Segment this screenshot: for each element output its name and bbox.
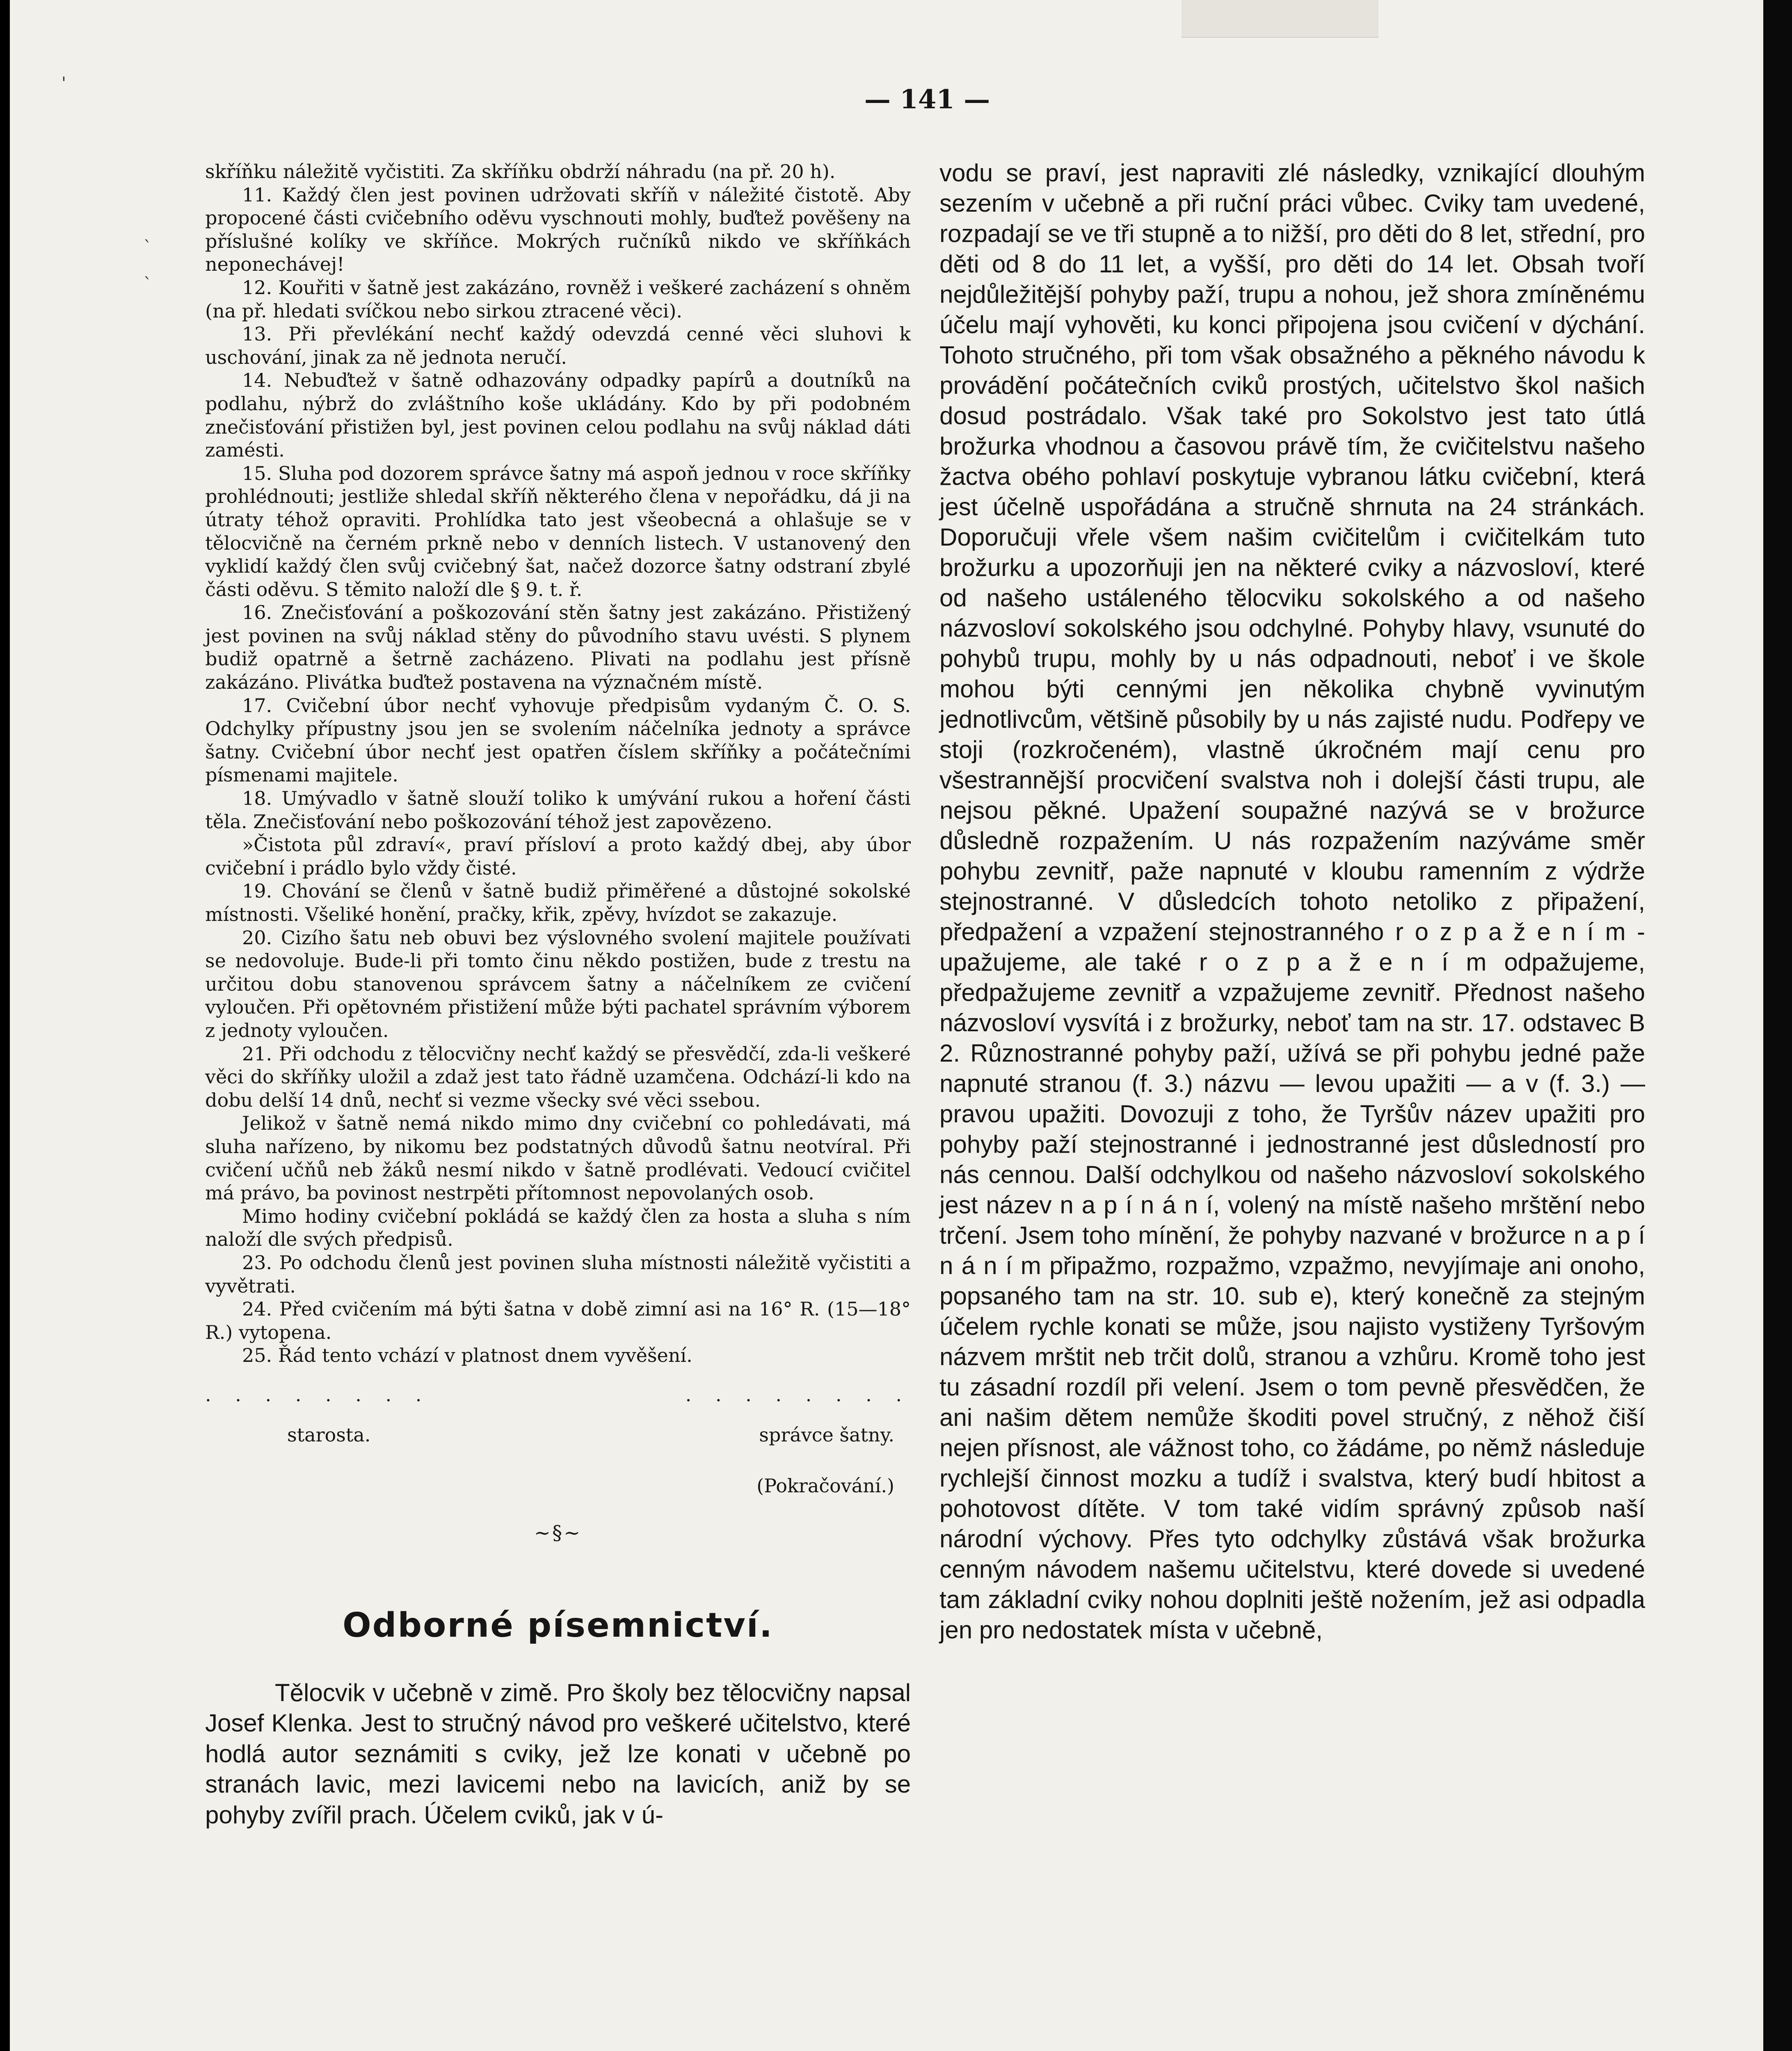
rule-paragraph: 12. Kouřiti v šatně jest zakázáno, rovněž i veškeré zacházení s ohněm (na př. hledati svíčkou nebo sirkou ztracené věci).	[205, 276, 911, 322]
rule-paragraph: 17. Cvičební úbor nechť vyhovuje předpisům vydaným Č. O. S. Odchylky přípustny jsou jen se svolením náčelníka jednoty a správce šatny. Cvičební úbor nechť jest opatřen číslem skříňky a počátečními písmenami majitele.	[205, 694, 911, 786]
article-paragraph: Tělocvik v učebně v zimě. Pro školy bez tělocvičny napsal Josef Klenka. Jest to stručný návod pro veškeré učitelstvo, které hodlá autor seznámiti s cviky, jež lze konati v učebně po stranách lavic, mezi lavicemi nebo na lavicích, aniž by se pohyby zvířil prach. Účelem cviků, jak v ú-	[205, 1679, 911, 1829]
signature-dots	[205, 1384, 911, 1406]
rule-paragraph: »Čistota půl zdraví«, praví přísloví a proto každý dbej, aby úbor cvičební i prádlo bylo vždy čisté.	[205, 834, 911, 879]
rule-paragraph: 18. Umývadlo v šatně slouží toliko k umývání rukou a hoření části těla. Znečisťování nebo poškozování téhož jest zapovězeno.	[205, 787, 911, 833]
rule-paragraph: 15. Sluha pod dozorem správce šatny má aspoň jednou v roce skříňky prohlédnouti; jestliže shledal skříň některého člena v nepořádku, dá ji na útraty téhož opraviti. Prohlídka tato jest všeobecná a ohlašuje se v tělocvičně na černém prkně nebo v denních listech. V ustanovený den vyklidí každý člen svůj cvičebný šat, načež dozorce šatny odstraní zbylé části oděvu. S těmito naloží dle § 9. t. ř.	[205, 462, 911, 601]
signature-row	[205, 1424, 911, 1446]
left-column	[205, 160, 911, 1830]
rule-paragraph: skříňku náležitě vyčistiti. Za skříňku obdrží náhradu (na př. 20 h).	[205, 160, 836, 183]
dots-left: . . . . . . . .	[205, 1383, 431, 1406]
rule-paragraph: 21. Při odchodu z tělocvičny nechť každý se přesvědčí, zda-li veškeré věci do skříňky uložil a zdaž jest tato řádně uzamčena. Odchází-li kdo na dobu delší 14 dnů, nechť si vezme všecky své věci ssebou.	[205, 1042, 911, 1111]
rule-paragraph: 16. Znečisťování a poškozování stěn šatny jest zakázáno. Přistižený jest povinen na svůj náklad stěny do původního stavu uvésti. S plynem budiž opatrně a šetrně zacházeno. Plivati na podlahu jest přísně zakázáno. Plivátka buďtež postavena na význačném místě.	[205, 601, 911, 694]
rule-paragraph: 19. Chování se členů v šatně budiž přiměřené a důstojné sokolské místnosti. Všeliké honění, pračky, křik, zpěvy, hvízdot se zakazuje.	[205, 880, 911, 925]
rule-paragraph: 11. Každý člen jest povinen udržovati skříň v náležité čistotě. Aby propocené části cvičebního oděvu vyschnouti mohly, buďtež pověšeny na příslušné kolíky ve skříňce. Mokrých ručníků nikdo ve skříňkách neponechávej!	[205, 183, 911, 276]
page-number: — 141 —	[864, 84, 990, 115]
paper-stain	[1182, 0, 1378, 38]
right-column	[939, 158, 1645, 1645]
rule-paragraph: 14. Nebuďtež v šatně odhazovány odpadky papírů a doutníků na podlahu, nýbrž do zvláštního koše ukládány. Kdo by při podobném znečisťování přistižen byl, jest povinen celou podlahu na svůj náklad dáti zamésti.	[205, 369, 911, 461]
scan-edge	[1763, 0, 1792, 2051]
signature-wardrobe-manager: správce šatny.	[759, 1423, 894, 1446]
section-title: Odborné písemnictví.	[342, 1606, 774, 1645]
article-continuation: vodu se praví, jest napraviti zlé následky, vznikající dlouhým sezením v učebně a při ruční práci vůbec. Cviky tam uvedené, rozpadají se ve tři stupně a to nižší, pro děti do 8 let, střední, pro děti od 8 do 11 let, a vyšší, pro děti do 14 let. Obsah tvoří nejdůležitější pohyby paží, trupu a nohou, jež shora zmíněnému účelu mají vyhověti, ku konci připojena jsou cvičení v dýchání. Tohoto stručného, při tom však obsažného a pěkného návodu k provádění počátečních cviků prostých, učitelstvo škol našich dosud postrádalo. Však také pro Sokolstvo jest tato útlá brožurka vhodnou a časovou právě tím, že cvičitelstvu našeho žactva obého pohlaví poskytuje vybranou látku cvičební, která jest účelně uspořádána a stručně shrnuta na 24 stránkách. Doporučuji vřele všem našim cvičitelům i cvičitelkám tuto brožurku a upozorňuji jen na některé cviky a názvosloví, které od našeho ustáleného tělocviku sokolského a od našeho názvosloví sokolského jsou odchylné. Pohyby hlavy, vsunuté do pohybů trupu, mohly by u nás odpadnouti, neboť i ve škole mohou býti cennými jen několika chybně vyvinutým jednotlivcům, většině působily by u nás zajisté nudu. Podřepy ve stoji (rozkročeném), vlastně úkročném mají cenu pro všestrannější procvičení svalstva noh i dolejší části trupu, ale nejsou pěkné. Upažení soupažné nazývá se v brožurce důsledně rozpažením. U nás rozpažením nazýváme směr pohybu zevnitř, paže napnuté v kloubu ramenním z výdrže stejnostranné. V důsledcích tohoto netoliko z připažení, předpažení a vzpažení stejnostranného r o z p a ž e n í m - upažujeme, ale také r o z p a ž e n í m odpažujeme, předpažujeme zevnitř a vzpažujeme zevnitř. Přednost našeho názvosloví vysvítá i z brožurky, neboť tam na str. 17. odstavec B 2. Různostranné pohyby paží, užívá se při pohybu jedné paže napnuté stranou (f. 3.) názvu — levou upažiti — a v (f. 3.) — pravou upažiti. Dovozuji z toho, že Tyršův název upažiti pro pohyby paží stejnostranné i jednostranné jest důsledností pro nás cennou. Další odchylkou od našeho názvosloví sokolského jest název n a p í n á n í, volený na místě našeho mrštění nebo trčení. Jsem toho mínění, že pohyby nazvané v brožurce n a p í n á n í m připažmo, rozpažmo, vzpažmo, nevyjímaje ani onoho, popsaného tam na str. 10. sub e), který konečně za stejným účelem rychle konati se může, jsou najisto vystiženy Tyršovým názvem mrštit neb trčit dolů, stranou a vzhůru. Kromě toho jest tu zásadní rozdíl při velení. Jsem o tom pevně přesvědčen, že ani našim dětem nemůže škoditi povel stručný, z něhož čiší nejen přísnost, ale vážnost toho, co žádáme, po němž následuje rychlejší činnost mozku a tudíž i svalstva, který budí hbitost a pohotovost dítěte. V tom také vidím správný způsob naší národní výchovy. Přes tyto odchylky zůstává však brožurka cenným návodem našemu učitelstvu, které dovede si uvedené tam základní cviky nohou doplniti ještě nožením, jež asi odpadla jen pro nedostatek místa v učebně,	[939, 159, 1645, 1644]
rule-paragraph: 25. Řád tento vchází v platnost dnem vyvěšení.	[242, 1344, 693, 1367]
rule-paragraph: Mimo hodiny cvičební pokládá se každý člen za hosta a sluha s ním naloží dle svých předpisů.	[205, 1205, 911, 1251]
ornament-divider: ~§~	[534, 1521, 582, 1544]
margin-mark: '	[62, 74, 66, 93]
rule-paragraph: 23. Po odchodu členů jest povinen sluha místnosti náležitě vyčistiti a vyvětrati.	[205, 1251, 911, 1297]
rule-paragraph: 13. Při převlékání nechť každý odevzdá cenné věci sluhovi k uschování, jinak za ně jednota neručí.	[205, 323, 911, 368]
rule-paragraph: 24. Před cvičením má býti šatna v době zimní asi na 16° R. (15—18° R.) vytopena.	[205, 1298, 911, 1343]
margin-mark: `	[144, 275, 152, 294]
rule-paragraph: Jelikož v šatně nemá nikdo mimo dny cvičební co pohledávati, má sluha nařízeno, by nikomu bez podstatných důvodů šatnu neotvíral. Při cvičení učňů neb žáků nesmí nikdo v šatně prodlévati. Vedoucí cvičitel má právo, ba povinost nestrpěti přítomnost nepovolaných osob.	[205, 1112, 911, 1204]
dots-right: . . . . . . . .	[685, 1383, 911, 1406]
margin-mark: `	[144, 238, 152, 257]
rule-paragraph: 20. Cizího šatu neb obuvi bez výslovného svolení majitele používati se nedovoluje. Bude-li při tomto činu někdo postižen, bude z trestu na určitou dobu stanovenou správcem šatny a náčelníkem ze cvičení vyloučen. Při opětovném přistižení může býti pachatel správním výborem z jednoty vyloučen.	[205, 926, 911, 1041]
signature-chairman: starosta.	[287, 1423, 371, 1446]
continued-note: (Pokračování.)	[757, 1474, 894, 1497]
